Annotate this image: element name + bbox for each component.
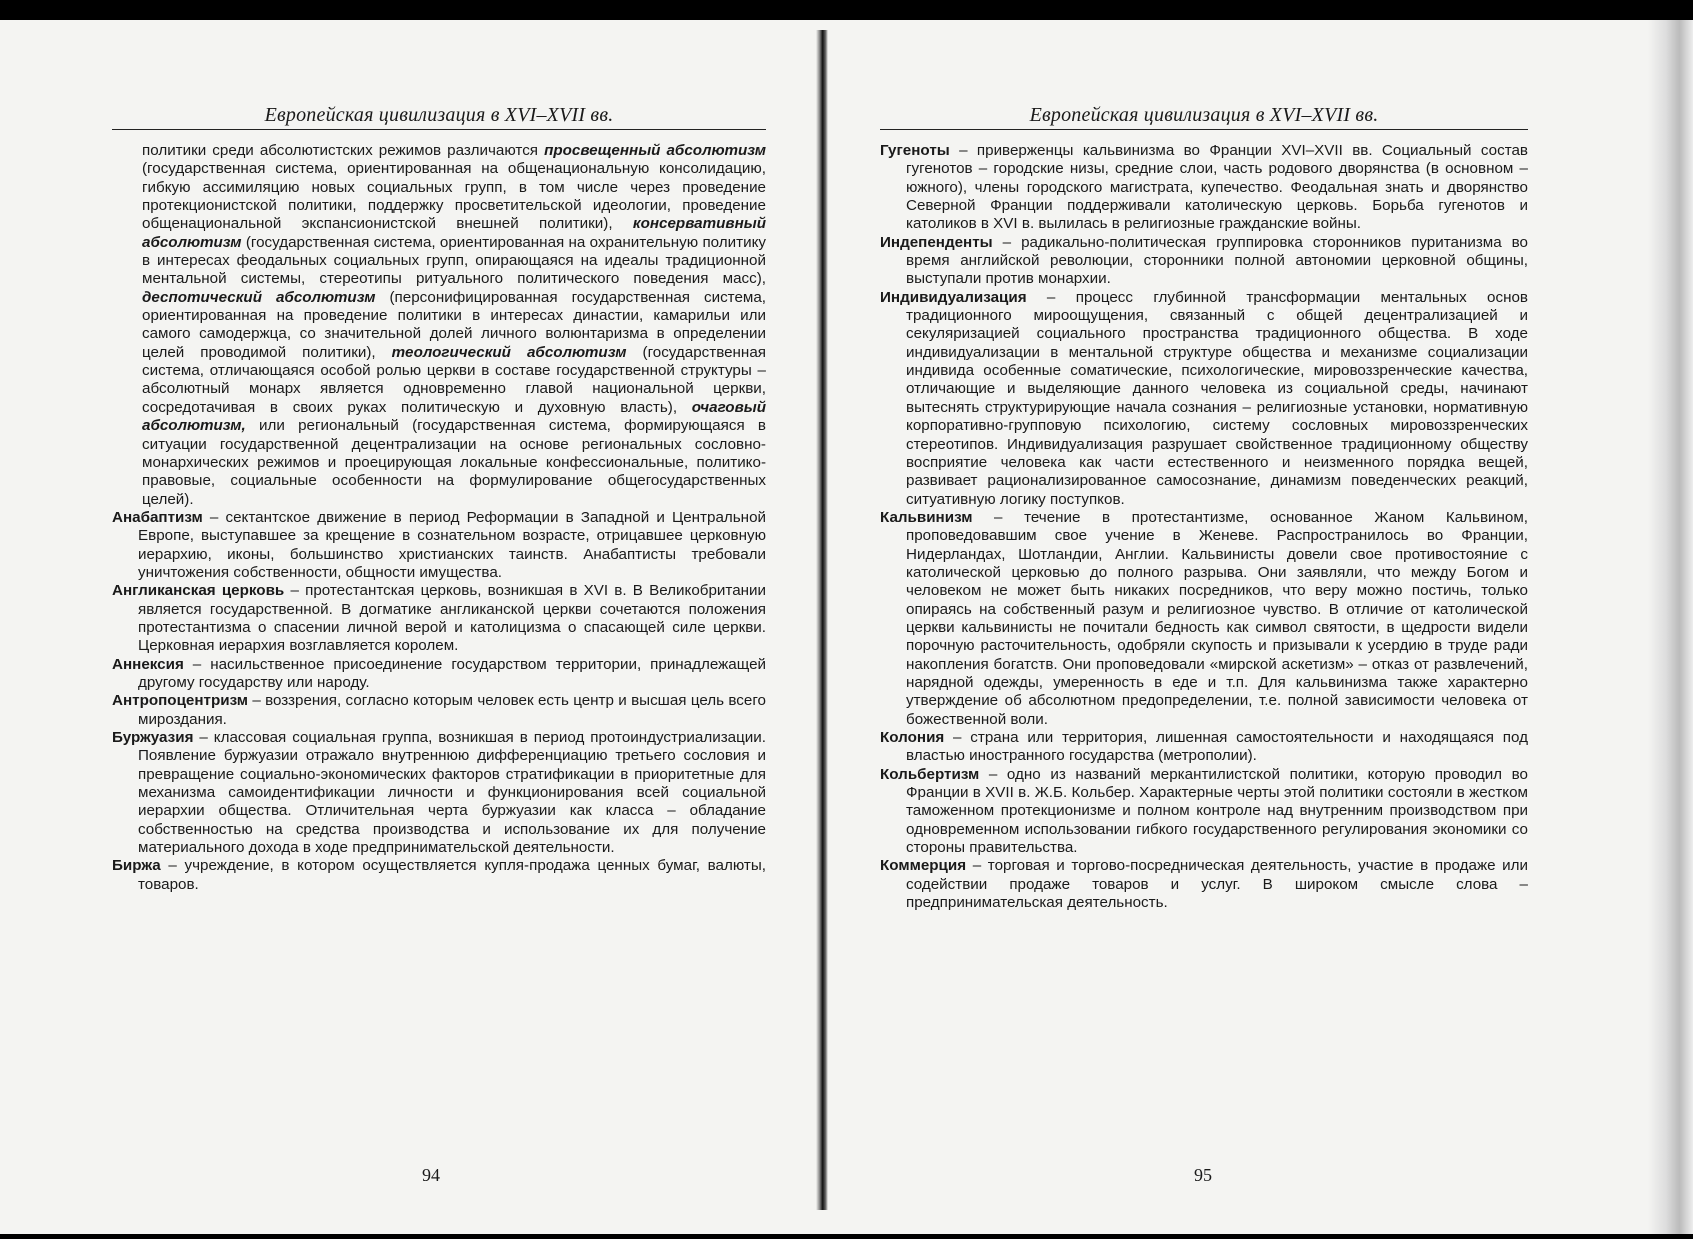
term-focal-absolutism: очаговый абсолютизм, — [142, 398, 766, 435]
entry-term: Кольбертизм — [880, 765, 980, 783]
entry-term: Англиканская церковь — [112, 582, 285, 600]
glossary-entry — [112, 729, 766, 857]
entry-term: Антропоцентризм — [112, 692, 248, 710]
entry-definition: насильственное присоединение государством территории, принадлежащей другому государству или народу. — [138, 655, 766, 691]
intro-text: (государственная система, ориентированная на охранительную политику в интересах феодальных социальных групп, опирающаяся на идеалы традиционной ментальной системы, стереотипы ритуального политического поведения масс), — [142, 233, 766, 288]
glossary-entry — [112, 692, 766, 729]
glossary-entry — [880, 142, 1528, 234]
intro-text: или региональный (государственная система, формирующаяся в ситуации государственной децентрализации на основе региональных сословно-монархических режимов и проецирующая локальные конфессиональные, политико-правовые, социальные особенности на формулирование общегосударственных целей). — [142, 417, 766, 508]
page-number-right: 95 — [1194, 1165, 1212, 1185]
intro-text: (государственная система, ориентированная на общенациональную консолидацию, гибкую ассимиляцию новых социальных групп, в том числе через проведение протекционистской политики, поддержку просветительской идеологии, проведение общенациональной экспансионистской внешней политики), — [142, 160, 766, 233]
entry-separator: – — [193, 729, 214, 746]
entry-definition: приверженцы кальвинизма во Франции XVI–XVII вв. Социальный состав гугенотов – городские низы, средние слои, часть родового дворянства (в основном – южного), члены городского магистрата, купечество. Феодальная знать и дворянство Северной Франции поддерживали католическую церковь. Борьба гугенотов и католиков в XVI в. вылилась в религиозные гражданские войны. — [906, 142, 1528, 233]
page-number-left: 94 — [422, 1165, 440, 1185]
entry-term: Гугеноты — [880, 142, 950, 159]
entry-separator: – — [949, 142, 977, 159]
glossary-entry — [112, 656, 766, 693]
left-page-text — [112, 142, 766, 894]
entry-term: Колония — [880, 729, 945, 746]
entry-term: Индепенденты — [880, 233, 993, 251]
scan-top-border — [0, 0, 1693, 20]
running-head-right: Европейская цивилизация в XVI–XVII вв. — [880, 104, 1528, 130]
entry-separator: – — [202, 508, 226, 526]
entry-definition: одно из названий меркантилистской политики, которую проводил во Франции в XVII в. Ж.Б. Кольбер. Характерные черты этой политики состояли в жестком таможенном протекционизме и полном контроле над внутренним производством при одновременном использовании гибкого государственного регулирования экономики со стороны правительства. — [906, 765, 1528, 857]
term-conservative-absolutism: консервативный абсолютизм — [142, 215, 766, 251]
entry-term: Биржа — [112, 857, 161, 875]
entry-definition: сектантское движение в период Реформации в Западной и Центральной Европе, выступавшее за крещение в сознательном возрасте, отрицавшее церковную иерархию, иконы, большинство христианских таинств. Анабаптисты требовали уничтожения собственности, общности имущества. — [138, 508, 766, 581]
term-theological-absolutism: теологический абсолютизм — [391, 343, 627, 361]
book-spine — [816, 30, 828, 1210]
entry-term: Анабаптизм — [112, 508, 203, 526]
entry-separator: – — [944, 729, 971, 746]
entry-definition: процесс глубинной трансформации ментальных основ традиционного мироощущения, связанный с общей децентрализацией и секуляризацией социального пространства традиционного общества. В ходе индивидуализации в ментальной структуре общества и механизме социализации индивида особенные соматические, психологические, мировоззренческие качества, отличающие и выделяющие данного человека из социальной среды, начинают вытеснять структурирующие начала сознания – религиозные установки, нормативную корпоративно-групповую психологию, систему сословных мировоззренческих стереотипов. Индивидуализация разрушает свойственное традиционному обществу восприятие человека как части естественного и неизменного порядка вещей, развивает рационализированное самосознание, динамизм поведенческих реакций, ситуативную логику поступков. — [906, 288, 1528, 508]
term-despotic-absolutism: деспотический абсолютизм — [142, 288, 376, 306]
entry-term: Аннексия — [112, 655, 184, 673]
entry-definition: воззрения, согласно которым человек есть центр и высшая цель всего мироздания. — [138, 692, 766, 728]
entry-separator: – — [966, 857, 988, 875]
entry-definition: торговая и торгово-посредническая деятельность, участие в продаже или содействии продаже товаров и услуг. В широком смысле слова – предпринимательская деятельность. — [906, 857, 1529, 912]
entry-separator: – — [183, 655, 211, 673]
entry-term: Буржуазия — [112, 729, 194, 746]
scan-right-edge — [1648, 20, 1693, 1234]
glossary-entry — [880, 729, 1528, 766]
entry-definition: радикально-политическая группировка сторонников пуританизма во время английской революции, сторонники полной автономии церковной общины, выступали против монархии. — [906, 233, 1529, 288]
entry-definition: течение в протестантизме, основанное Жаном Кальвином, проповедовавшим свое учение в Женеве. Распространилось во Франции, Нидерландах, Шотландии, Англии. Кальвинисты довели свое противостояние с католической церковью до полного разрыва. Они заявляли, что между Богом и человеком не может быть никаких посредников, что веру можно постичь, только опираясь на собственный разум и религиозное чувство. В отличие от католической церкви кальвинисты не почитали бедность как символ святости, в щедрости видели порочную расточительность, одобряли скупость и призывали к усердию в труде ради накопления богатств. Они проповедовали «мирской аскетизм» – отказ от развлечений, нарядной одежды, умеренность в еде и т.п. Для кальвинизма также характерно утверждение об абсолютном предопределении, т.е. полной зависимости человека от божественной воли. — [906, 508, 1528, 728]
term-enlightened-absolutism: просвещенный абсолютизм — [544, 142, 767, 159]
entry-term: Кальвинизм — [880, 508, 973, 526]
entry-term: Коммерция — [880, 857, 967, 875]
entry-definition: классовая социальная группа, возникшая в период протоиндустриализации. Появление буржуазии отражало внутреннюю дифференциацию третьего сословия и превращение социально-экономических факторов стратификации в приоритетные для механизма самоидентификации личности и функционирования всей социальной иерархии общества. Отличительная черта буржуазии как класса – обладание собственностью на средства производства и использование их для получение материального дохода в ходе предпринимательской деятельности. — [138, 729, 766, 857]
left-page — [112, 104, 766, 894]
entry-definition: учреждение, в котором осуществляется купля-продажа ценных бумаг, валюты, товаров. — [138, 857, 766, 893]
entry-separator: – — [284, 582, 306, 600]
entry-definition: протестантская церковь, возникшая в XVI в. В Великобритании является государственной. В догматике англиканской церкви сочетаются положения протестантизма о спасении личной верой и католицизма о спасающей силе церкви. Церковная иерархия возглавляется королем. — [138, 582, 767, 655]
entry-separator: – — [979, 765, 1007, 783]
entry-separator: – — [972, 508, 1025, 526]
scan-bottom-border — [0, 1234, 1693, 1239]
entry-separator: – — [248, 692, 266, 710]
intro-text: (персонифицированная государственная система, ориентированная на проведение политики в интересах династии, камарильи или самого самодержца, со значительной долей личного волюнтаризма в определении целей проводимой политики), — [142, 288, 766, 361]
right-page-text — [880, 142, 1528, 912]
entry-separator: – — [992, 233, 1022, 251]
glossary-entry — [880, 289, 1528, 509]
intro-text: политики среди абсолютистских режимов различаются — [142, 142, 545, 159]
glossary-entry — [880, 509, 1528, 729]
glossary-entry — [880, 857, 1528, 912]
entry-definition: страна или территория, лишенная самостоятельности и находящаяся под властью иностранного государства (метрополии). — [906, 729, 1529, 765]
entry-term: Индивидуализация — [880, 288, 1027, 306]
glossary-entry — [112, 582, 766, 655]
intro-text: (государственная система, отличающаяся особой ролью церкви в составе государственной структуры – абсолютный монарх является одновременно главой национальной церкви, сосредотачивая в своих руках политическую и духовную власть), — [142, 343, 766, 416]
right-page — [880, 104, 1528, 912]
glossary-entry — [112, 857, 766, 894]
entry-separator: – — [1026, 288, 1076, 306]
glossary-entry — [880, 234, 1528, 289]
running-head-left: Европейская цивилизация в XVI–XVII вв. — [112, 104, 766, 130]
intro-paragraph — [112, 142, 766, 509]
glossary-entry — [880, 766, 1528, 858]
glossary-entry — [112, 509, 766, 582]
entry-separator: – — [160, 857, 185, 875]
